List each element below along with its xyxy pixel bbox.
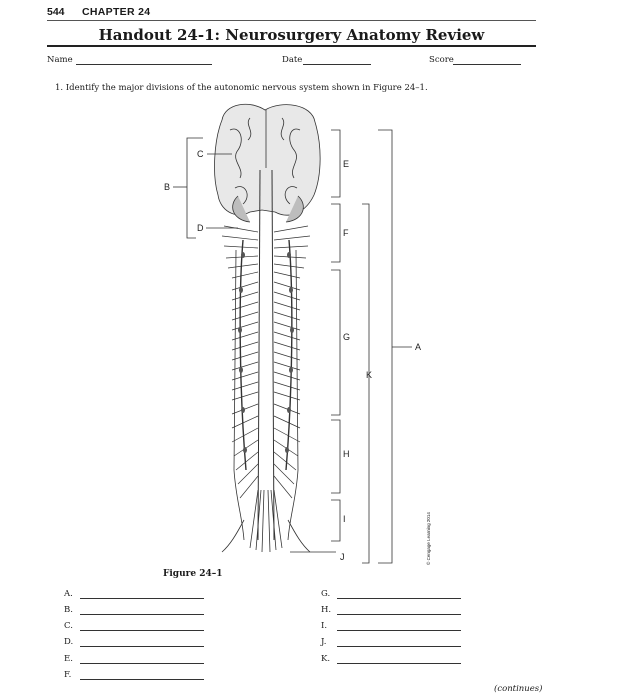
figure-label-i: I (343, 514, 346, 524)
answer-label-b: B. (64, 605, 73, 615)
answer-field-e[interactable] (80, 663, 204, 664)
continues-note: (continues) (494, 684, 543, 694)
answer-field-d[interactable] (80, 646, 204, 647)
answer-label-d: D. (64, 637, 74, 647)
answer-label-f: F. (64, 670, 72, 680)
answer-field-k[interactable] (337, 663, 461, 664)
name-label: Name (47, 55, 73, 65)
question-1: 1. Identify the major divisions of the autonomic nervous system shown in Figure 24–1. (55, 83, 428, 93)
page-number: 544 (47, 6, 65, 18)
answer-label-a: A. (64, 589, 73, 599)
answer-label-g: G. (321, 589, 331, 599)
figure-label-e: E (343, 159, 350, 169)
answer-label-i: I. (321, 621, 328, 631)
answer-field-c[interactable] (80, 630, 204, 631)
figure-label-k: K (366, 370, 373, 380)
figure-caption: Figure 24–1 (163, 569, 223, 579)
score-label: Score (429, 55, 454, 65)
answer-field-g[interactable] (337, 598, 461, 599)
answer-field-b[interactable] (80, 614, 204, 615)
answer-field-h[interactable] (337, 614, 461, 615)
answer-field-i[interactable] (337, 630, 461, 631)
answer-label-c: C. (64, 621, 73, 631)
figure-label-f: F (343, 228, 349, 238)
answer-field-f[interactable] (80, 679, 204, 680)
figure-label-g: G (343, 332, 351, 342)
answer-label-k: K. (321, 654, 331, 664)
page-title: Handout 24-1: Neurosurgery Anatomy Review (98, 26, 485, 44)
answer-field-j[interactable] (337, 646, 461, 647)
figure-label-d: D (197, 223, 204, 233)
figure-label-a: A (415, 342, 422, 352)
date-label: Date (282, 55, 303, 65)
figure-label-b: B (164, 182, 171, 192)
figure-label-j: J (340, 552, 345, 562)
answer-label-e: E. (64, 654, 73, 664)
chapter-heading: CHAPTER 24 (82, 6, 151, 18)
figure-label-h: H (343, 449, 350, 459)
figure-label-c: C (197, 149, 204, 159)
answer-field-a[interactable] (80, 598, 204, 599)
figure-credit: © Cengage Learning 2014 (426, 512, 431, 565)
answer-label-j: J. (321, 637, 327, 647)
answer-label-h: H. (321, 605, 332, 615)
